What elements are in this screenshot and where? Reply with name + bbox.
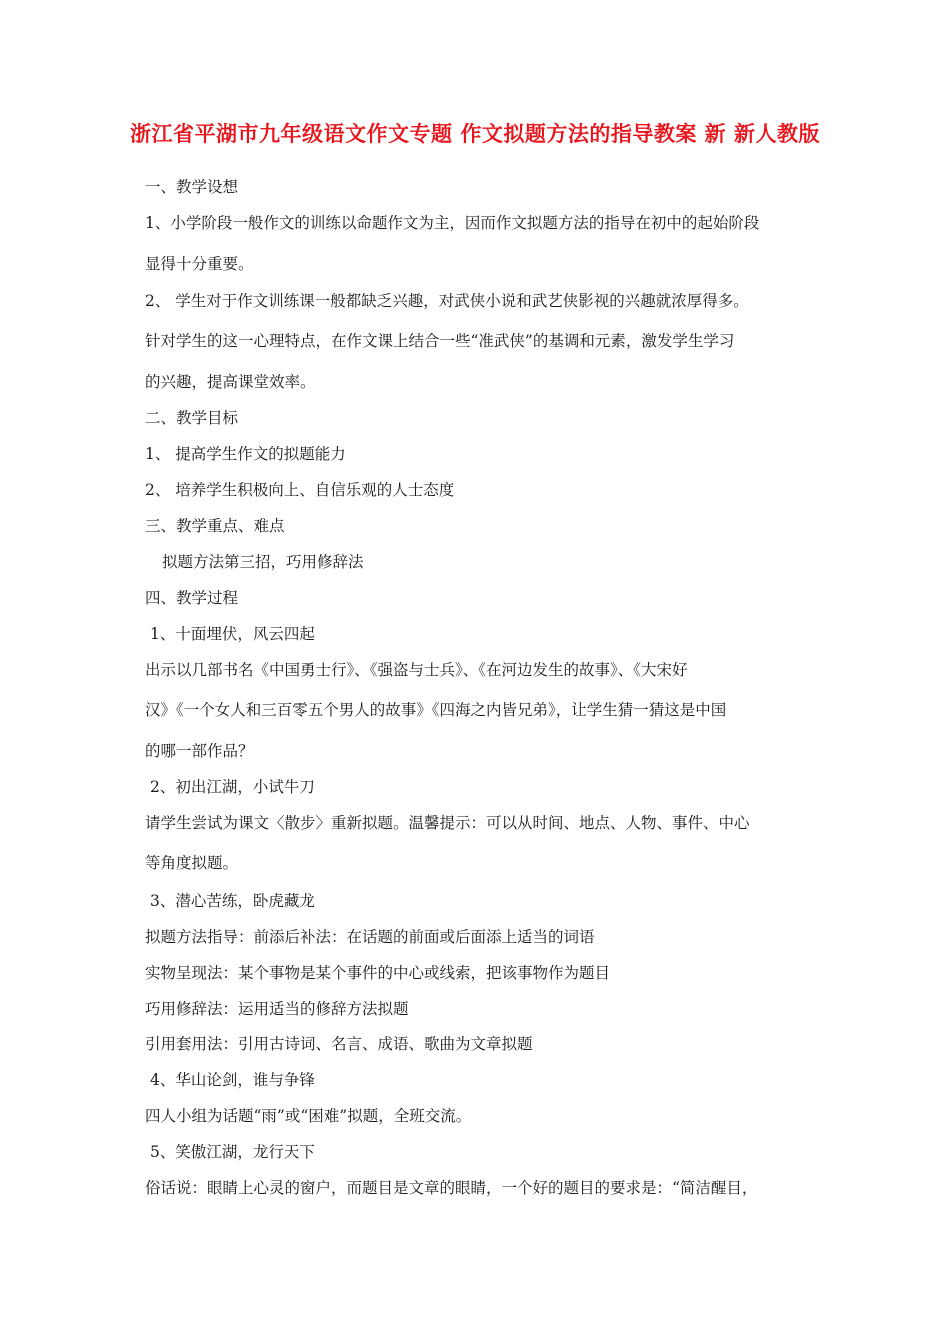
section-heading: 三、教学重点、难点 (145, 517, 285, 535)
section-heading: 二、教学目标 (145, 409, 239, 427)
paragraph-line: 四人小组为话题“雨”或“困难”拟题，全班交流。 (145, 1107, 472, 1125)
paragraph-line: 的兴趣，提高课堂效率。 (145, 373, 316, 391)
paragraph-line: 请学生尝试为课文〈散步〉重新拟题。温馨提示：可以从时间、地点、人物、事件、中心 (145, 814, 750, 832)
paragraph-line: 巧用修辞法：运用适当的修辞方法拟题 (145, 1000, 409, 1018)
paragraph-line: 1、小学阶段一般作文的训练以命题作文为主，因而作文拟题方法的指导在初中的起始阶段 (145, 214, 760, 232)
paragraph-line: 2、 培养学生积极向上、自信乐观的人士态度 (145, 481, 455, 499)
paragraph-line: 的哪一部作品？ (145, 742, 254, 760)
subsection-heading: 2、初出江湖，小试牛刀 (150, 778, 315, 796)
paragraph-line: 针对学生的这一心理特点，在作文课上结合一些“准武侠”的基调和元素，激发学生学习 (145, 332, 735, 350)
paragraph-line: 显得十分重要。 (145, 255, 254, 273)
paragraph-line: 1、 提高学生作文的拟题能力 (145, 445, 346, 463)
document-title: 浙江省平湖市九年级语文作文专题 作文拟题方法的指导教案 新 新人教版 (130, 121, 820, 146)
paragraph-line: 汉》《一个女人和三百零五个男人的故事》《四海之内皆兄弟》，让学生猜一猜这是中国 (145, 701, 727, 719)
paragraph-line: 引用套用法：引用古诗词、名言、成语、歌曲为文章拟题 (145, 1035, 533, 1053)
section-heading: 一、教学设想 (145, 178, 239, 196)
paragraph-line: 等角度拟题。 (145, 854, 239, 872)
subsection-heading: 4、华山论剑，谁与争锋 (150, 1071, 315, 1089)
paragraph-line: 拟题方法第三招，巧用修辞法 (162, 553, 364, 571)
paragraph-line: 拟题方法指导：前添后补法：在话题的前面或后面添上适当的词语 (145, 928, 595, 946)
paragraph-line: 俗话说：眼睛上心灵的窗户，而题目是文章的眼睛，一个好的题目的要求是：“简洁醒目， (145, 1179, 758, 1197)
paragraph-line: 实物呈现法：某个事物是某个事件的中心或线索，把该事物作为题目 (145, 964, 611, 982)
subsection-heading: 1、十面埋伏，风云四起 (150, 625, 315, 643)
paragraph-line: 出示以几部书名《中国勇士行》、《强盗与士兵》、《在河边发生的故事》、《大宋好 (145, 661, 688, 679)
subsection-heading: 5、笑傲江湖，龙行天下 (150, 1143, 315, 1161)
subsection-heading: 3、潜心苦练，卧虎藏龙 (150, 892, 315, 910)
section-heading: 四、教学过程 (145, 589, 239, 607)
paragraph-line: 2、 学生对于作文训练课一般都缺乏兴趣，对武侠小说和武艺侠影视的兴趣就浓厚得多。 (145, 292, 749, 310)
